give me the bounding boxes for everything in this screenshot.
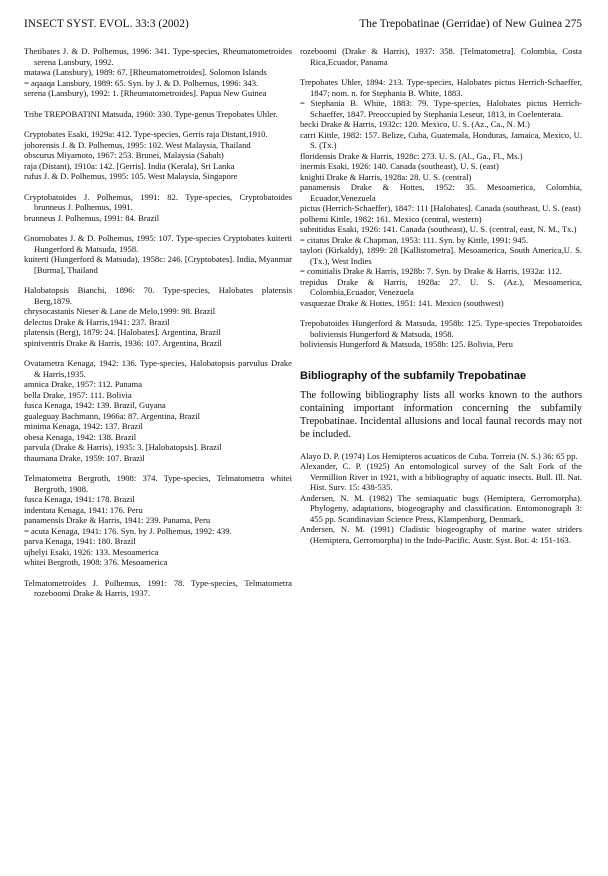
catalog-entry: raja (Distant), 1910a: 142. [Gerris]. India (Kerala), Sri Lanka — [24, 160, 235, 171]
catalog-entry: bella Drake, 1957: 111. Bolivia — [24, 389, 132, 400]
catalog-entry: thaumana Drake, 1959: 107. Brazil — [24, 452, 145, 463]
catalog-entry: Tribe TREPOBATINI Matsuda, 1960: 330. Type-genus Trepobates Uhler. — [24, 108, 278, 119]
catalog-entry: serena (Lansbury), 1992: 1. [Rheumatometroides]. Papua New Guinea — [24, 88, 267, 98]
journal-citation: INSECT SYST. EVOL. 33:3 (2002) — [24, 18, 189, 30]
catalog-entry: fusca Kenaga, 1941: 178. Brazil — [24, 494, 135, 504]
catalog-entry: Trepobatoides Hungerford & Matsuda, 1958b: 125. Type-species Trepobatoides boliviensis Hungerford & Matsuda, 1958. — [300, 318, 582, 339]
left-column — [24, 46, 292, 599]
right-column — [300, 46, 582, 545]
section-gap — [24, 119, 292, 129]
catalog-entry: Thetibates J. & D. Polhemus, 1996: 341. Type-species, Rheumatometroides serena Lansbury, 1992. — [24, 46, 292, 67]
reference-entry: Alexander, C. P. (1925) An entomological survey of the Salt Fork of the Vermillion River in 1921, with a bibliography of aquatic insects. Bull. Ill. Nat. Hist. Surv. 15: 438-535. — [300, 461, 582, 492]
reference-entry: Andersen, N. M. (1991) Cladistic biogeography of marine water striders (Hemiptera, Gerromorpha) in the Indo-Pacific. Austr. Syst. Bot. 4: 151-163. — [300, 524, 582, 545]
catalog-entry: subnitidus Esaki, 1926: 141. Canada (southeast), U. S. (central, east, N. M., Tx.) — [300, 224, 577, 234]
catalog-entry: Cryptobates Esaki, 1929a: 412. Type-species, Gerris raja Distant,1910. — [24, 129, 268, 139]
catalog-entry: knighti Drake & Harris, 1928a: 28. U. S. (central) — [300, 171, 472, 182]
catalog-entry: = acuta Kenaga, 1941: 176. Syn. by J. Polhemus, 1992: 439. — [24, 525, 232, 536]
catalog-entry: matawa (Lansbury), 1989: 67. [Rheumatometroides]. Solomon Islands — [24, 67, 267, 77]
running-title: The Trepobatinae (Gerridae) of New Guinea 275 — [359, 18, 582, 30]
catalog-entry: polhemi Kittle, 1982: 161. Mexico (central, western) — [300, 213, 482, 224]
catalog-entry: Halobatopsis Bianchi, 1896: 70. Type-species, Halobates platensis Berg,1879. — [24, 285, 292, 306]
section-gap — [24, 99, 292, 109]
catalog-entry: parva Kenaga, 1941: 180. Brazil — [24, 536, 136, 546]
reference-list — [300, 451, 582, 546]
section-gap — [300, 67, 582, 77]
catalog-entry: carri Kittle, 1982: 157. Belize, Cuba, Guatemala, Honduras, Jamaica, Mexico, U. S. (Tx.) — [300, 129, 582, 150]
catalog-entry: minima Kenaga, 1942: 137. Brazil — [24, 421, 143, 431]
catalog-entry: fusca Kenaga, 1942: 139. Brazil, Guyana — [24, 400, 166, 410]
catalog-entry: Telmatometroides J. Polhemus, 1991: 78. Type-species, Telmatometra rozeboomi Drake & Harris, 1937. — [24, 577, 292, 598]
catalog-entry: Gnomobates J. & D. Polhemus, 1995: 107. Type-species Cryptobates kuiterti Hungerford & Matsuda, 1958. — [24, 233, 292, 254]
section-gap — [24, 182, 292, 192]
section-gap — [24, 223, 292, 233]
section-gap — [24, 348, 292, 358]
catalog-entry: Ovatametra Kenaga, 1942: 136. Type-species, Halobatopsis parvulus Drake & Harris,1935. — [24, 358, 292, 379]
catalog-entry: becki Drake & Harris, 1932c: 120. Mexico, U. S. (Az., Ca., N. M.) — [300, 119, 530, 129]
catalog-entry: whitei Bergroth, 1908: 376. Mesoamerica — [24, 557, 168, 567]
catalog-entry: boliviensis Hungerford & Matsuda, 1958b: 125. Bolivia, Peru — [300, 339, 513, 349]
bibliography-heading: Bibliography of the subfamily Trepobatinae — [300, 369, 527, 382]
catalog-entry: Cryptobatoides J. Polhemus, 1991: 82. Type-species, Cryptobatoides brunneus J. Polhemus, 1991. — [24, 191, 292, 212]
catalog-entry: = Stephania B. White, 1883: 79. Type-species, Halobates pictus Herrich-Schaeffer, 1847. Preoccupied by Stephania Leseur, 1813, in Coelenterata. — [300, 98, 582, 119]
catalog-entry: = aqaaqa Lansbury, 1989: 65. Syn. by J. & D. Polhemus, 1996: 343. — [24, 77, 259, 88]
catalog-entry: spiniventris Drake & Harris, 1936: 107. Argentina, Brazil — [24, 337, 222, 348]
catalog-entry: floridensis Drake & Harris, 1928c: 273. U. S. (Al., Ga., Fl., Ms.) — [300, 150, 523, 161]
catalog-entry: = comitialis Drake & Harris, 1928b: 7. Syn. by Drake & Harris, 1932a: 112. — [300, 266, 562, 276]
catalog-entry: obscurus Miyamoto, 1967: 253. Brunei, Malaysia (Sabah) — [24, 150, 224, 160]
catalog-entry: inermis Esaki, 1926: 140. Canada (southeast), U. S. (east) — [300, 161, 499, 171]
reference-entry: Andersen, N. M. (1982) The semiaquatic bugs (Hemiptera, Gerromorpha). Phylogeny, adaptations, biogeography and classification. Entomonograph 3: 455 pp. Scandinavian Science Press, Klampenborg, Denmark, — [300, 492, 582, 524]
catalog-entry: vasquezae Drake & Hottes, 1951: 141. Mexico (southwest) — [300, 297, 504, 308]
catalog-entry: platensis (Berg), 1879: 24. [Halobates]. Argentina, Brazil — [24, 327, 221, 337]
catalog-entry: Telmatometra Bergroth, 1908: 374. Type-species, Telmatometra whitei Bergroth, 1908. — [24, 473, 292, 494]
catalog-entry: pictus (Herrich-Schaeffer), 1847: 111 [Halobates]. Canada (southeast, U. S. (east) — [300, 203, 581, 213]
catalog-entry: gualeguay Bachmann, 1966a: 87. Argentina, Brazil — [24, 410, 200, 421]
catalog-entry: amnica Drake, 1957: 112. Panama — [24, 379, 143, 389]
catalog-entry: parvula (Drake & Harris), 1935: 3. [Halobatopsis]. Brazil — [24, 442, 222, 452]
catalog-entry: rozeboomi (Drake & Harris), 1937: 358. [Telmatometra]. Colombia, Costa Rica,Ecuador, Panama — [300, 46, 582, 67]
catalog-entry: rufus J. & D. Polhemus, 1995: 105. West Malaysia, Singapore — [24, 171, 238, 181]
catalog-entry: = citatus Drake & Chapman, 1953: 111. Syn. by Kittle, 1991: 945. — [300, 234, 529, 245]
catalog-entry: indentata Kenaga, 1941: 176. Peru — [24, 504, 143, 515]
bibliography-intro: The following bibliography lists all works known to the authors containing important information concerning the subfamily Trepobatinae. Incidental allusions and local faunal records may not be included. — [300, 389, 582, 440]
section-gap — [300, 308, 582, 318]
section-gap — [24, 463, 292, 473]
catalog-entry: trepidus Drake & Harris, 1928a: 27. U. S. (Az.), Mesoamerica, Colombia,Ecuador, Venezuela — [300, 276, 582, 297]
catalog-entry: taylori (Kirkaldy), 1899: 28 [Kallistometra]. Mesoamerica, South America,U. S. (Tx.), West Indies — [300, 245, 582, 266]
catalog-entry: panamensis Drake & Hottes, 1952: 35. Mesoamerica, Colombia, Ecuador,Venezuela — [300, 182, 582, 203]
catalog-entry: ujhelyi Esaki, 1926: 133. Mesoamerica — [24, 546, 159, 557]
section-gap — [24, 568, 292, 578]
reference-entry: Alayo D. P. (1974) Los Hemipteros acuaticos de Cuba. Torreia (N. S.) 36: 65 pp. — [300, 450, 578, 461]
catalog-entry: johorensis J. & D. Polhemus, 1995: 102. West Malaysia, Thailand — [24, 139, 251, 150]
catalog-entry: chrysocastanis Nieser & Lane de Melo,1999: 98. Brazil — [24, 306, 216, 316]
catalog-entry: delectus Drake & Harris,1941: 237. Brazil — [24, 316, 170, 327]
catalog-entry: brunneus J. Polhemus, 1991: 84. Brazil — [24, 212, 160, 223]
catalog-entry: kuiterti (Hungerford & Matsuda), 1958c: 246. [Cryptobates]. India, Myanmar [Burma], Thailand — [24, 254, 292, 275]
catalog-entry: panamensis Drake & Harris, 1941: 239. Panama, Peru — [24, 515, 211, 525]
catalog-entry: Trepobates Uhler, 1894: 213. Type-species, Halobates pictus Herrich-Schaeffer, 1847; nom. n. for Stephania B. White, 1883. — [300, 77, 582, 98]
catalog-entry: obesa Kenaga, 1942: 138. Brazil — [24, 431, 137, 442]
section-gap — [24, 275, 292, 285]
right-catalog — [300, 46, 582, 350]
running-header — [24, 18, 582, 36]
